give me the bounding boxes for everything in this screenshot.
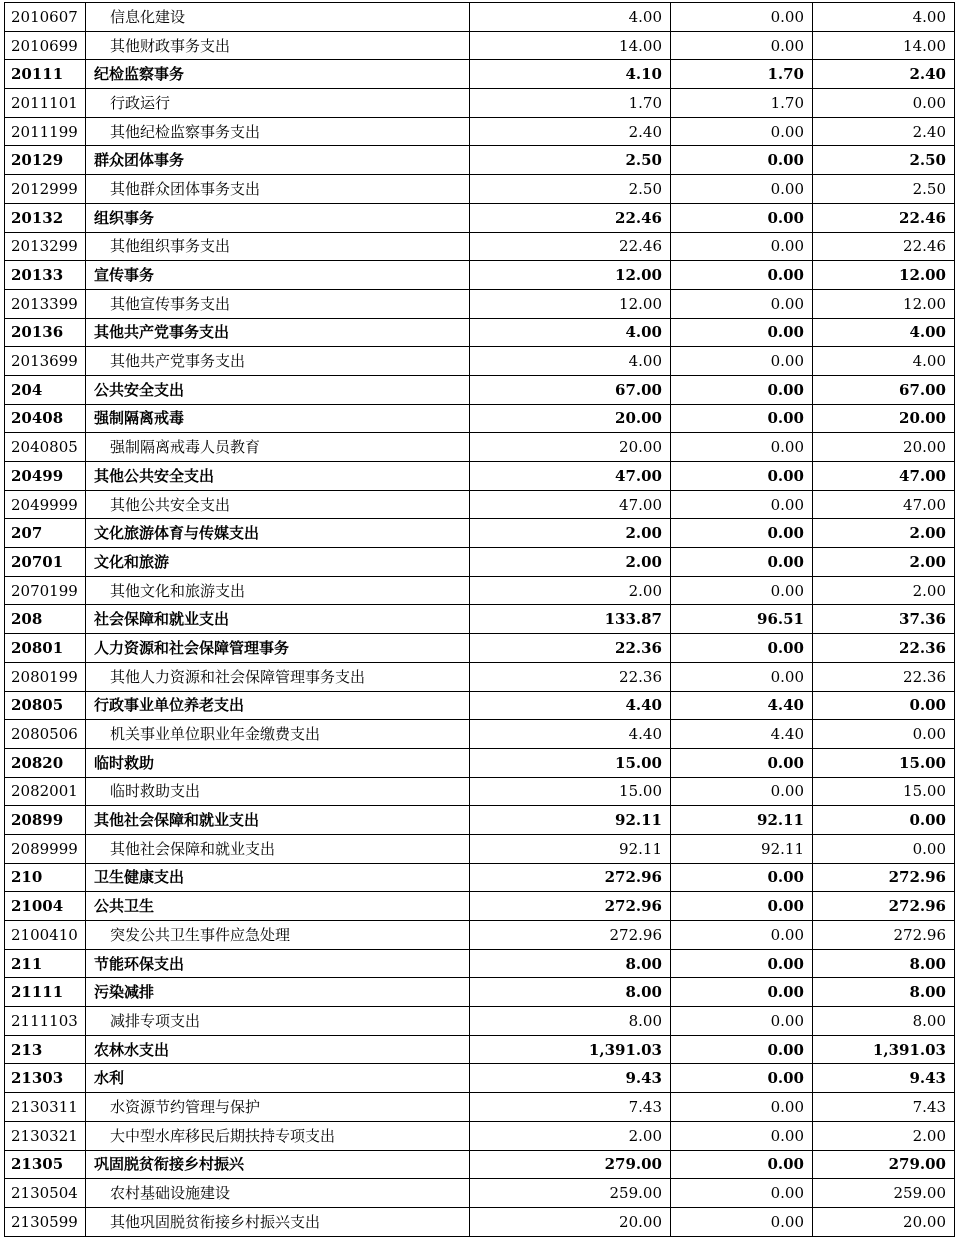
subject-name-cell: 文化旅游体育与传媒支出 (86, 519, 470, 548)
subject-code-cell: 213 (5, 1035, 86, 1064)
table-row (5, 490, 955, 519)
project-expenditure-cell: 272.96 (813, 863, 955, 892)
subject-code-cell: 210 (5, 863, 86, 892)
table-row (5, 834, 955, 863)
total-amount-cell: 2.00 (470, 576, 671, 605)
total-amount-cell: 2.50 (470, 175, 671, 204)
project-expenditure-cell: 47.00 (813, 490, 955, 519)
basic-expenditure-cell: 0.00 (671, 347, 813, 376)
basic-expenditure-cell: 0.00 (671, 1207, 813, 1236)
table-row (5, 3, 955, 32)
total-amount-cell: 279.00 (470, 1150, 671, 1179)
subject-code-cell: 2011101 (5, 89, 86, 118)
table-row (5, 146, 955, 175)
total-amount-cell: 22.36 (470, 634, 671, 663)
subject-code-cell: 2100410 (5, 921, 86, 950)
basic-expenditure-cell: 1.70 (671, 89, 813, 118)
total-amount-cell: 1.70 (470, 89, 671, 118)
total-amount-cell: 4.00 (470, 3, 671, 32)
project-expenditure-cell: 22.46 (813, 232, 955, 261)
basic-expenditure-cell: 4.40 (671, 720, 813, 749)
table-row (5, 1207, 955, 1236)
subject-name-cell: 节能环保支出 (86, 949, 470, 978)
table-row (5, 691, 955, 720)
table-row (5, 1064, 955, 1093)
subject-code-cell: 207 (5, 519, 86, 548)
subject-code-cell: 2111103 (5, 1007, 86, 1036)
subject-code-cell: 20132 (5, 203, 86, 232)
subject-code-cell: 204 (5, 375, 86, 404)
table-row (5, 720, 955, 749)
subject-code-cell: 21111 (5, 978, 86, 1007)
table-row (5, 863, 955, 892)
basic-expenditure-cell: 0.00 (671, 232, 813, 261)
subject-code-cell: 2080506 (5, 720, 86, 749)
basic-expenditure-cell: 4.40 (671, 691, 813, 720)
basic-expenditure-cell: 0.00 (671, 978, 813, 1007)
table-row (5, 89, 955, 118)
subject-code-cell: 20805 (5, 691, 86, 720)
project-expenditure-cell: 22.46 (813, 203, 955, 232)
subject-name-cell: 强制隔离戒毒人员教育 (86, 433, 470, 462)
total-amount-cell: 4.00 (470, 318, 671, 347)
total-amount-cell: 14.00 (470, 31, 671, 60)
project-expenditure-cell: 9.43 (813, 1064, 955, 1093)
basic-expenditure-cell: 0.00 (671, 1093, 813, 1122)
expenditure-table-sheet (4, 2, 954, 1237)
subject-name-cell: 其他宣传事务支出 (86, 289, 470, 318)
basic-expenditure-cell: 0.00 (671, 462, 813, 491)
subject-code-cell: 2049999 (5, 490, 86, 519)
table-row (5, 1093, 955, 1122)
subject-name-cell: 其他巩固脱贫衔接乡村振兴支出 (86, 1207, 470, 1236)
table-row (5, 203, 955, 232)
total-amount-cell: 12.00 (470, 261, 671, 290)
subject-name-cell: 其他社会保障和就业支出 (86, 834, 470, 863)
project-expenditure-cell: 2.50 (813, 146, 955, 175)
subject-code-cell: 20133 (5, 261, 86, 290)
subject-name-cell: 水利 (86, 1064, 470, 1093)
subject-code-cell: 2011199 (5, 117, 86, 146)
table-row (5, 949, 955, 978)
project-expenditure-cell: 8.00 (813, 978, 955, 1007)
subject-code-cell: 2013299 (5, 232, 86, 261)
basic-expenditure-cell: 0.00 (671, 1007, 813, 1036)
table-body (5, 3, 955, 1237)
basic-expenditure-cell: 0.00 (671, 433, 813, 462)
project-expenditure-cell: 0.00 (813, 806, 955, 835)
table-row (5, 1150, 955, 1179)
project-expenditure-cell: 22.36 (813, 662, 955, 691)
basic-expenditure-cell: 0.00 (671, 863, 813, 892)
subject-code-cell: 2130321 (5, 1121, 86, 1150)
subject-name-cell: 公共卫生 (86, 892, 470, 921)
subject-code-cell: 2012999 (5, 175, 86, 204)
subject-name-cell: 农村基础设施建设 (86, 1179, 470, 1208)
basic-expenditure-cell: 0.00 (671, 748, 813, 777)
total-amount-cell: 15.00 (470, 748, 671, 777)
table-row (5, 921, 955, 950)
table-row (5, 806, 955, 835)
basic-expenditure-cell: 0.00 (671, 203, 813, 232)
project-expenditure-cell: 20.00 (813, 433, 955, 462)
total-amount-cell: 47.00 (470, 490, 671, 519)
total-amount-cell: 272.96 (470, 921, 671, 950)
subject-code-cell: 211 (5, 949, 86, 978)
table-row (5, 261, 955, 290)
basic-expenditure-cell: 0.00 (671, 548, 813, 577)
project-expenditure-cell: 2.00 (813, 1121, 955, 1150)
subject-name-cell: 其他社会保障和就业支出 (86, 806, 470, 835)
subject-code-cell: 21305 (5, 1150, 86, 1179)
project-expenditure-cell: 4.00 (813, 3, 955, 32)
basic-expenditure-cell: 0.00 (671, 175, 813, 204)
subject-name-cell: 信息化建设 (86, 3, 470, 32)
table-row (5, 519, 955, 548)
project-expenditure-cell: 2.50 (813, 175, 955, 204)
subject-code-cell: 20899 (5, 806, 86, 835)
total-amount-cell: 22.46 (470, 203, 671, 232)
subject-name-cell: 其他公共安全支出 (86, 462, 470, 491)
project-expenditure-cell: 7.43 (813, 1093, 955, 1122)
total-amount-cell: 22.46 (470, 232, 671, 261)
project-expenditure-cell: 67.00 (813, 375, 955, 404)
table-row (5, 375, 955, 404)
basic-expenditure-cell: 0.00 (671, 1064, 813, 1093)
project-expenditure-cell: 2.00 (813, 548, 955, 577)
total-amount-cell: 20.00 (470, 433, 671, 462)
subject-code-cell: 2089999 (5, 834, 86, 863)
basic-expenditure-cell: 0.00 (671, 289, 813, 318)
subject-name-cell: 其他组织事务支出 (86, 232, 470, 261)
project-expenditure-cell: 0.00 (813, 691, 955, 720)
subject-code-cell: 2082001 (5, 777, 86, 806)
total-amount-cell: 1,391.03 (470, 1035, 671, 1064)
table-row (5, 777, 955, 806)
total-amount-cell: 20.00 (470, 1207, 671, 1236)
project-expenditure-cell: 15.00 (813, 748, 955, 777)
subject-name-cell: 水资源节约管理与保护 (86, 1093, 470, 1122)
subject-code-cell: 20136 (5, 318, 86, 347)
project-expenditure-cell: 4.00 (813, 347, 955, 376)
table-row (5, 576, 955, 605)
table-row (5, 634, 955, 663)
total-amount-cell: 8.00 (470, 978, 671, 1007)
subject-code-cell: 2080199 (5, 662, 86, 691)
project-expenditure-cell: 2.40 (813, 117, 955, 146)
subject-code-cell: 21004 (5, 892, 86, 921)
table-row (5, 289, 955, 318)
table-row (5, 347, 955, 376)
table-row (5, 1179, 955, 1208)
subject-name-cell: 群众团体事务 (86, 146, 470, 175)
total-amount-cell: 9.43 (470, 1064, 671, 1093)
subject-code-cell: 2130504 (5, 1179, 86, 1208)
basic-expenditure-cell: 0.00 (671, 1035, 813, 1064)
total-amount-cell: 67.00 (470, 375, 671, 404)
subject-name-cell: 巩固脱贫衔接乡村振兴 (86, 1150, 470, 1179)
project-expenditure-cell: 1,391.03 (813, 1035, 955, 1064)
subject-code-cell: 2070199 (5, 576, 86, 605)
table-row (5, 60, 955, 89)
subject-name-cell: 农林水支出 (86, 1035, 470, 1064)
total-amount-cell: 20.00 (470, 404, 671, 433)
total-amount-cell: 2.00 (470, 1121, 671, 1150)
subject-code-cell: 2010607 (5, 3, 86, 32)
subject-code-cell: 20701 (5, 548, 86, 577)
basic-expenditure-cell: 0.00 (671, 921, 813, 950)
basic-expenditure-cell: 0.00 (671, 1179, 813, 1208)
subject-code-cell: 208 (5, 605, 86, 634)
project-expenditure-cell: 0.00 (813, 834, 955, 863)
basic-expenditure-cell: 0.00 (671, 490, 813, 519)
subject-code-cell: 2130311 (5, 1093, 86, 1122)
subject-name-cell: 大中型水库移民后期扶持专项支出 (86, 1121, 470, 1150)
table-row (5, 548, 955, 577)
subject-code-cell: 2040805 (5, 433, 86, 462)
basic-expenditure-cell: 0.00 (671, 662, 813, 691)
subject-name-cell: 污染减排 (86, 978, 470, 1007)
basic-expenditure-cell: 0.00 (671, 1150, 813, 1179)
basic-expenditure-cell: 0.00 (671, 949, 813, 978)
basic-expenditure-cell: 0.00 (671, 3, 813, 32)
project-expenditure-cell: 14.00 (813, 31, 955, 60)
table-row (5, 748, 955, 777)
total-amount-cell: 7.43 (470, 1093, 671, 1122)
total-amount-cell: 2.40 (470, 117, 671, 146)
project-expenditure-cell: 0.00 (813, 720, 955, 749)
total-amount-cell: 133.87 (470, 605, 671, 634)
subject-code-cell: 20801 (5, 634, 86, 663)
subject-name-cell: 卫生健康支出 (86, 863, 470, 892)
subject-name-cell: 宣传事务 (86, 261, 470, 290)
project-expenditure-cell: 2.00 (813, 519, 955, 548)
project-expenditure-cell: 15.00 (813, 777, 955, 806)
subject-name-cell: 公共安全支出 (86, 375, 470, 404)
project-expenditure-cell: 2.40 (813, 60, 955, 89)
project-expenditure-cell: 20.00 (813, 1207, 955, 1236)
basic-expenditure-cell: 0.00 (671, 375, 813, 404)
project-expenditure-cell: 2.00 (813, 576, 955, 605)
project-expenditure-cell: 0.00 (813, 89, 955, 118)
subject-name-cell: 临时救助支出 (86, 777, 470, 806)
subject-code-cell: 21303 (5, 1064, 86, 1093)
total-amount-cell: 15.00 (470, 777, 671, 806)
total-amount-cell: 4.00 (470, 347, 671, 376)
basic-expenditure-cell: 0.00 (671, 318, 813, 347)
project-expenditure-cell: 22.36 (813, 634, 955, 663)
basic-expenditure-cell: 0.00 (671, 634, 813, 663)
subject-name-cell: 其他公共安全支出 (86, 490, 470, 519)
table-row (5, 31, 955, 60)
total-amount-cell: 2.50 (470, 146, 671, 175)
project-expenditure-cell: 4.00 (813, 318, 955, 347)
project-expenditure-cell: 37.36 (813, 605, 955, 634)
subject-name-cell: 突发公共卫生事件应急处理 (86, 921, 470, 950)
basic-expenditure-cell: 0.00 (671, 404, 813, 433)
project-expenditure-cell: 12.00 (813, 261, 955, 290)
subject-name-cell: 其他共产党事务支出 (86, 318, 470, 347)
project-expenditure-cell: 12.00 (813, 289, 955, 318)
total-amount-cell: 259.00 (470, 1179, 671, 1208)
table-row (5, 232, 955, 261)
subject-name-cell: 行政运行 (86, 89, 470, 118)
basic-expenditure-cell: 0.00 (671, 576, 813, 605)
subject-name-cell: 临时救助 (86, 748, 470, 777)
subject-name-cell: 组织事务 (86, 203, 470, 232)
subject-code-cell: 20408 (5, 404, 86, 433)
basic-expenditure-cell: 0.00 (671, 892, 813, 921)
subject-name-cell: 人力资源和社会保障管理事务 (86, 634, 470, 663)
total-amount-cell: 47.00 (470, 462, 671, 491)
basic-expenditure-cell: 0.00 (671, 146, 813, 175)
table-row (5, 175, 955, 204)
table-row (5, 1121, 955, 1150)
table-row (5, 462, 955, 491)
basic-expenditure-cell: 0.00 (671, 31, 813, 60)
subject-name-cell: 其他人力资源和社会保障管理事务支出 (86, 662, 470, 691)
basic-expenditure-cell: 1.70 (671, 60, 813, 89)
subject-code-cell: 2013399 (5, 289, 86, 318)
table-row (5, 404, 955, 433)
subject-name-cell: 文化和旅游 (86, 548, 470, 577)
basic-expenditure-cell: 0.00 (671, 117, 813, 146)
subject-code-cell: 20111 (5, 60, 86, 89)
basic-expenditure-cell: 0.00 (671, 519, 813, 548)
table-row (5, 892, 955, 921)
subject-code-cell: 20129 (5, 146, 86, 175)
project-expenditure-cell: 279.00 (813, 1150, 955, 1179)
total-amount-cell: 8.00 (470, 949, 671, 978)
table-row (5, 318, 955, 347)
project-expenditure-cell: 272.96 (813, 921, 955, 950)
table-row (5, 433, 955, 462)
subject-name-cell: 其他群众团体事务支出 (86, 175, 470, 204)
total-amount-cell: 4.40 (470, 691, 671, 720)
project-expenditure-cell: 47.00 (813, 462, 955, 491)
basic-expenditure-cell: 96.51 (671, 605, 813, 634)
basic-expenditure-cell: 92.11 (671, 834, 813, 863)
subject-name-cell: 机关事业单位职业年金缴费支出 (86, 720, 470, 749)
total-amount-cell: 92.11 (470, 806, 671, 835)
basic-expenditure-cell: 92.11 (671, 806, 813, 835)
subject-code-cell: 2013699 (5, 347, 86, 376)
subject-name-cell: 其他财政事务支出 (86, 31, 470, 60)
basic-expenditure-cell: 0.00 (671, 261, 813, 290)
subject-code-cell: 2130599 (5, 1207, 86, 1236)
table-row (5, 662, 955, 691)
project-expenditure-cell: 272.96 (813, 892, 955, 921)
total-amount-cell: 22.36 (470, 662, 671, 691)
basic-expenditure-cell: 0.00 (671, 1121, 813, 1150)
project-expenditure-cell: 20.00 (813, 404, 955, 433)
total-amount-cell: 272.96 (470, 863, 671, 892)
total-amount-cell: 8.00 (470, 1007, 671, 1036)
subject-name-cell: 纪检监察事务 (86, 60, 470, 89)
total-amount-cell: 2.00 (470, 519, 671, 548)
total-amount-cell: 272.96 (470, 892, 671, 921)
subject-name-cell: 社会保障和就业支出 (86, 605, 470, 634)
project-expenditure-cell: 8.00 (813, 949, 955, 978)
subject-code-cell: 20820 (5, 748, 86, 777)
subject-code-cell: 2010699 (5, 31, 86, 60)
total-amount-cell: 2.00 (470, 548, 671, 577)
subject-name-cell: 减排专项支出 (86, 1007, 470, 1036)
subject-name-cell: 其他文化和旅游支出 (86, 576, 470, 605)
subject-name-cell: 其他共产党事务支出 (86, 347, 470, 376)
basic-expenditure-cell: 0.00 (671, 777, 813, 806)
subject-name-cell: 强制隔离戒毒 (86, 404, 470, 433)
total-amount-cell: 92.11 (470, 834, 671, 863)
table-row (5, 978, 955, 1007)
table-row (5, 1007, 955, 1036)
table-row (5, 1035, 955, 1064)
table-row (5, 117, 955, 146)
expenditure-table (4, 2, 955, 1237)
total-amount-cell: 4.10 (470, 60, 671, 89)
project-expenditure-cell: 259.00 (813, 1179, 955, 1208)
total-amount-cell: 4.40 (470, 720, 671, 749)
project-expenditure-cell: 8.00 (813, 1007, 955, 1036)
subject-code-cell: 20499 (5, 462, 86, 491)
subject-name-cell: 行政事业单位养老支出 (86, 691, 470, 720)
subject-name-cell: 其他纪检监察事务支出 (86, 117, 470, 146)
table-row (5, 605, 955, 634)
total-amount-cell: 12.00 (470, 289, 671, 318)
